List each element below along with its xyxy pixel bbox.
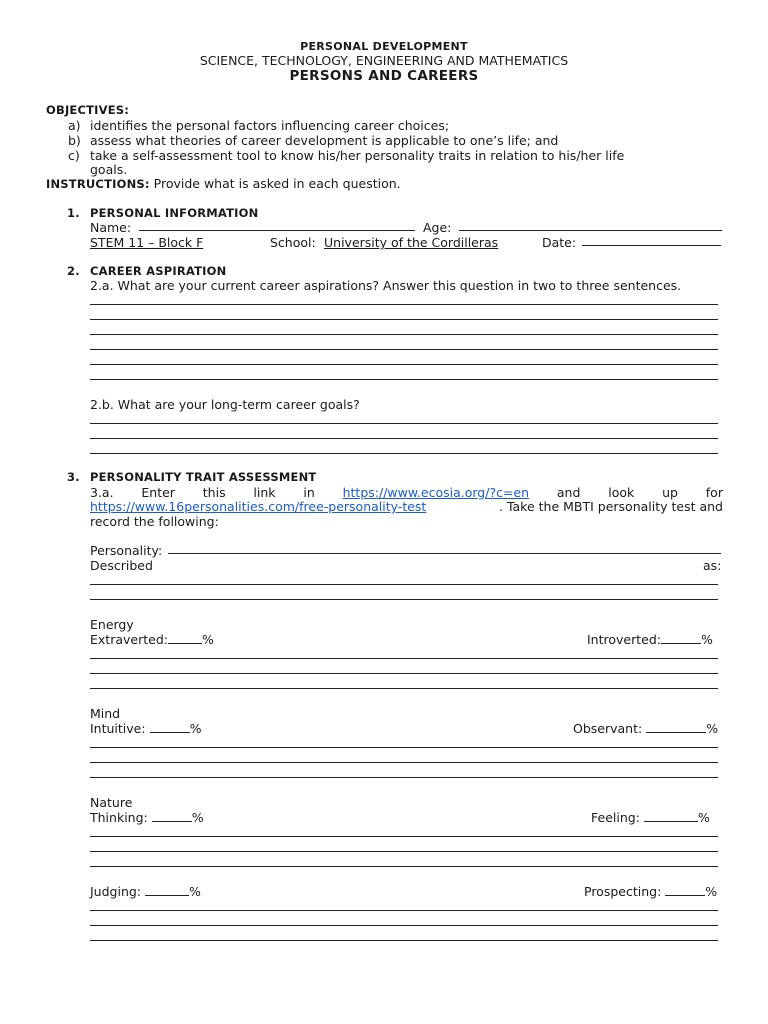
text: for	[705, 485, 723, 500]
objective-text: take a self-assessment tool to know his/her personality traits in relation to his/her life	[90, 148, 625, 163]
age-label: Age:	[423, 220, 452, 235]
question-2b: 2.b. What are your long-term career goals?	[90, 397, 360, 412]
intuitive-percent-field[interactable]	[150, 722, 190, 733]
personality-field[interactable]	[168, 543, 721, 554]
prospecting-row	[584, 884, 717, 899]
answer-line[interactable]	[90, 673, 718, 674]
answer-line[interactable]	[90, 438, 718, 439]
answer-line[interactable]	[90, 688, 718, 689]
feeling-row	[591, 810, 710, 825]
judging-row	[90, 884, 201, 899]
answer-line[interactable]	[90, 910, 718, 911]
text: link	[253, 485, 276, 500]
answer-line[interactable]	[90, 349, 718, 350]
name-label: Name:	[90, 220, 132, 235]
percent-sign: %	[201, 632, 214, 647]
name-field[interactable]	[139, 220, 415, 231]
personality-test-link[interactable]: https://www.16personalities.com/free-personality-test	[90, 499, 427, 514]
observant-percent-field[interactable]	[646, 722, 706, 733]
objective-text: identifies the personal factors influencing career choices;	[90, 118, 450, 133]
course-title: PERSONAL DEVELOPMENT	[300, 40, 468, 53]
date-field[interactable]	[582, 235, 721, 246]
answer-line[interactable]	[90, 319, 718, 320]
objective-marker: a)	[68, 118, 81, 133]
answer-line[interactable]	[90, 747, 718, 748]
answer-line[interactable]	[90, 364, 718, 365]
worksheet-title: PERSONS AND CAREERS	[289, 68, 479, 84]
instruction-3a-line2	[90, 499, 723, 514]
prospecting-percent-field[interactable]	[665, 885, 705, 896]
answer-line[interactable]	[90, 762, 718, 763]
answer-line[interactable]	[90, 925, 718, 926]
thinking-row	[90, 810, 204, 825]
answer-line[interactable]	[90, 777, 718, 778]
prospecting-label: Prospecting:	[584, 884, 662, 899]
intuitive-label: Intuitive:	[90, 721, 146, 736]
text: and	[556, 485, 581, 500]
date-label: Date:	[542, 235, 577, 250]
personality-label: Personality:	[90, 543, 163, 558]
percent-sign: %	[697, 810, 710, 825]
objective-marker: c)	[68, 148, 80, 163]
objective-text: assess what theories of career development is applicable to one’s life; and	[90, 133, 559, 148]
answer-line[interactable]	[90, 379, 718, 380]
thinking-percent-field[interactable]	[152, 811, 192, 822]
judging-percent-field[interactable]	[145, 885, 189, 896]
percent-sign: %	[191, 810, 204, 825]
thinking-label: Thinking:	[90, 810, 148, 825]
answer-line[interactable]	[90, 334, 718, 335]
answer-line[interactable]	[90, 584, 718, 585]
section-title: PERSONAL INFORMATION	[90, 206, 259, 220]
judging-label: Judging:	[90, 884, 142, 899]
section-number: 1.	[67, 206, 80, 220]
section-title: PERSONALITY TRAIT ASSESSMENT	[90, 470, 317, 484]
percent-sign: %	[189, 884, 201, 899]
introverted-percent-field[interactable]	[661, 633, 701, 644]
instructions	[46, 176, 401, 192]
age-field[interactable]	[459, 220, 722, 231]
extraverted-label: Extraverted:	[90, 632, 168, 647]
energy-heading: Energy	[90, 617, 134, 632]
text: look	[608, 485, 635, 500]
feeling-label: Feeling:	[591, 810, 640, 825]
section-number: 3.	[67, 470, 80, 484]
percent-sign: %	[701, 632, 713, 647]
percent-sign: %	[705, 884, 718, 899]
answer-line[interactable]	[90, 836, 718, 837]
school-value: University of the Cordilleras	[324, 235, 499, 250]
intuitive-row	[90, 721, 201, 736]
introverted-row	[587, 632, 713, 647]
objective-marker: b)	[68, 133, 81, 148]
answer-line[interactable]	[90, 658, 718, 659]
feeling-percent-field[interactable]	[644, 811, 698, 822]
question-2a: 2.a. What are your current career aspirations? Answer this question in two to three sentences.	[90, 278, 682, 293]
answer-line[interactable]	[90, 940, 718, 941]
answer-line[interactable]	[90, 599, 718, 600]
block-value: STEM 11 – Block F	[90, 235, 204, 250]
extraverted-row	[90, 632, 214, 647]
observant-label: Observant:	[573, 721, 643, 736]
text: this	[202, 485, 226, 500]
percent-sign: %	[189, 721, 202, 736]
text: up	[662, 485, 678, 500]
percent-sign: %	[706, 721, 719, 736]
as-label: as:	[703, 558, 722, 573]
answer-line[interactable]	[90, 304, 718, 305]
instructions-label: INSTRUCTIONS:	[46, 177, 150, 191]
answer-line[interactable]	[90, 453, 718, 454]
described-label: Described	[90, 558, 153, 573]
ecosia-link[interactable]: https://www.ecosia.org/?c=en	[342, 485, 530, 500]
strand-title: SCIENCE, TECHNOLOGY, ENGINEERING AND MATHEMATICS	[199, 53, 569, 68]
introverted-label: Introverted:	[587, 632, 661, 647]
section-number: 2.	[67, 264, 80, 278]
extraverted-percent-field[interactable]	[168, 633, 202, 644]
mind-heading: Mind	[90, 706, 121, 721]
answer-line[interactable]	[90, 423, 718, 424]
school-label: School:	[270, 235, 316, 250]
observant-row	[573, 721, 718, 736]
text: . Take the MBTI personality test and	[499, 499, 723, 514]
answer-line[interactable]	[90, 851, 718, 852]
section-title: CAREER ASPIRATION	[90, 264, 227, 278]
objective-text-continued: goals.	[90, 162, 128, 177]
text: Enter	[141, 485, 175, 500]
instructions-text: Provide what is asked in each question.	[153, 176, 401, 191]
text: in	[303, 485, 315, 500]
instruction-3a-line3: record the following:	[90, 514, 219, 529]
instruction-3a-line1	[90, 485, 723, 500]
text: 3.a.	[90, 485, 114, 500]
answer-line[interactable]	[90, 866, 718, 867]
nature-heading: Nature	[90, 795, 133, 810]
objectives-label: OBJECTIVES:	[46, 103, 130, 117]
